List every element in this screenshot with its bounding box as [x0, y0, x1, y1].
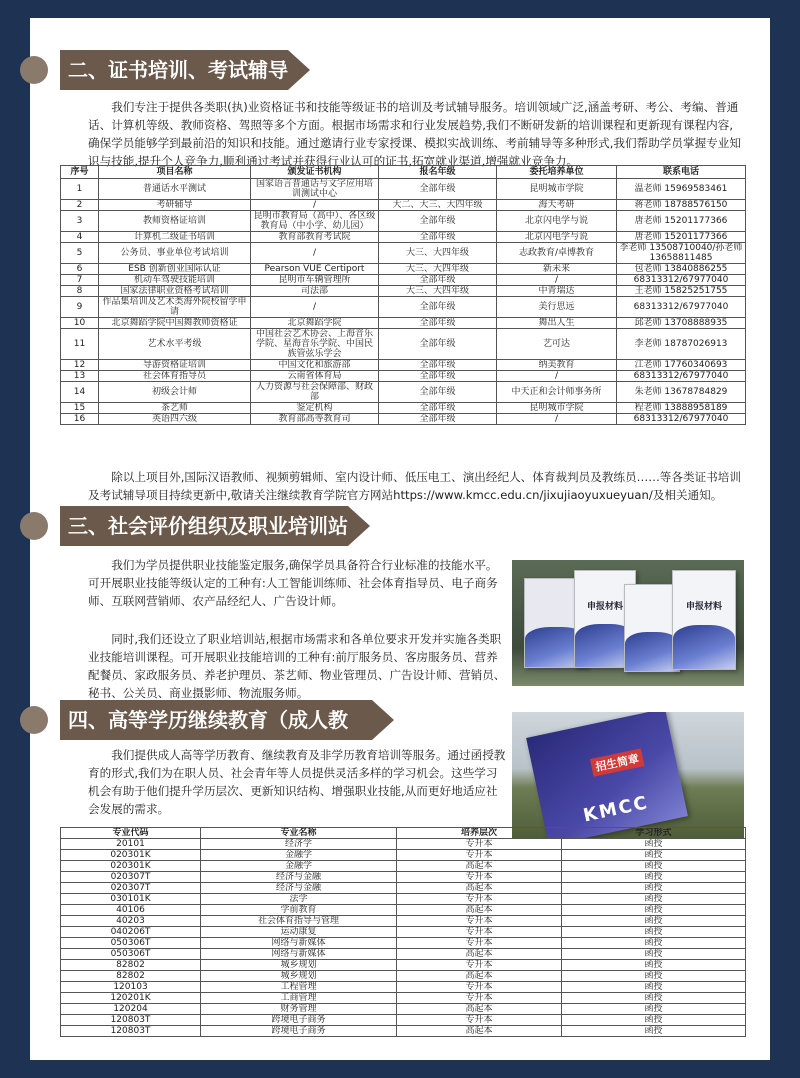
cell-major-code: 120103 — [61, 982, 201, 993]
cell-grade: 全部年级 — [379, 329, 497, 360]
cell-major-name: 城乡规划 — [201, 960, 397, 971]
table-row — [61, 179, 746, 200]
cell-grade: 全部年级 — [379, 211, 497, 232]
section-bullet-icon — [30, 50, 60, 90]
column-header-major-code: 专业代码 — [61, 828, 201, 839]
cell-major-code: 82802 — [61, 971, 201, 982]
cell-major-code: 40106 — [61, 905, 201, 916]
column-header-issuer: 颁发证书机构 — [251, 166, 379, 179]
cell-level: 专升本 — [397, 872, 562, 883]
section-2-intro: 我们专注于提供各类职(执)业资格证书和技能等级证书的培训及考试辅导服务。培训领域广泛,涵盖考研、考公、考编、普通话、计算机等级、教师资格、驾照等多个方面。根据市场需求和行业发展趋势,我们不断研发新的培训课程和更新现有课程内容,确保学员能够学到最前沿的知识和技能。通过邀请行业专家授课、模拟实战训练、考前辅导等多种形式,我们帮助学员掌握专业知识与技能,提升个人竞争力,顺利通过考试并获得行业认可的证书,拓宽就业渠道,增强就业竞争力。 — [88, 100, 741, 168]
table-row — [61, 839, 746, 850]
column-header-project: 项目名称 — [99, 166, 251, 179]
section-4-intro: 我们提供成人高等学历教育、继续教育及非学历教育培训等服务。通过函授教育的形式,我们为在职人员、社会青年等人员提供灵活多样的学习机会。这些学习机会有助于他们提升学历层次、更新知识结构、增强职业技能,从而更好地适应社会发展的需求。 — [88, 748, 506, 816]
table-row — [61, 960, 746, 971]
column-header-major-name: 专业名称 — [201, 828, 397, 839]
cell-partner: 美行思远 — [497, 297, 617, 318]
cell-index: 6 — [61, 264, 99, 275]
cell-phone: 朱老师 13678784829 — [617, 382, 746, 403]
cell-major-code: 120201K — [61, 993, 201, 1004]
cell-major-code: 020307T — [61, 883, 201, 894]
brochure-page — [30, 18, 770, 1060]
cell-index: 9 — [61, 297, 99, 318]
cell-partner: 中青瑞达 — [497, 286, 617, 297]
cell-major-code: 030101K — [61, 894, 201, 905]
cell-project: 社会体育指导员 — [99, 371, 251, 382]
cell-grade: 大三、大四年级 — [379, 243, 497, 264]
section-bullet-icon — [30, 506, 60, 546]
cell-study-mode: 函授 — [562, 872, 746, 883]
cell-project: 初级会计师 — [99, 382, 251, 403]
cell-study-mode: 函授 — [562, 883, 746, 894]
certificate-table — [60, 165, 746, 425]
cell-project: 作品集培训及艺术类海外院校留学申请 — [99, 297, 251, 318]
cell-study-mode: 函授 — [562, 850, 746, 861]
cell-grade: 全部年级 — [379, 179, 497, 200]
table-row — [61, 371, 746, 382]
cell-level: 高起本 — [397, 905, 562, 916]
table-row — [61, 916, 746, 927]
cell-index: 12 — [61, 360, 99, 371]
cell-partner: 北京闪电学与说 — [497, 211, 617, 232]
cell-major-name: 社会体育指导与管理 — [201, 916, 397, 927]
cell-level: 高起本 — [397, 1026, 562, 1037]
cell-study-mode: 函授 — [562, 916, 746, 927]
cell-project: 公务员、事业单位考试培训 — [99, 243, 251, 264]
cell-level: 专升本 — [397, 894, 562, 905]
cell-project: 普通话水平测试 — [99, 179, 251, 200]
cell-grade: 全部年级 — [379, 360, 497, 371]
cell-partner: 新未来 — [497, 264, 617, 275]
cell-study-mode: 函授 — [562, 839, 746, 850]
cell-partner: 海天考研 — [497, 200, 617, 211]
cell-study-mode: 函授 — [562, 905, 746, 916]
cell-issuer: 国家语言普通话与文字应用培训测试中心 — [251, 179, 379, 200]
cell-issuer: 云南省体育局 — [251, 371, 379, 382]
cell-partner: 舞出人生 — [497, 318, 617, 329]
cell-phone: 唐老师 15201177366 — [617, 232, 746, 243]
cell-major-code: 40203 — [61, 916, 201, 927]
cell-grade: 全部年级 — [379, 414, 497, 425]
table-row — [61, 414, 746, 425]
cell-level: 专升本 — [397, 960, 562, 971]
cell-project: 导游资格证培训 — [99, 360, 251, 371]
column-header-grade: 报名年级 — [379, 166, 497, 179]
cell-grade: 大三、大四年级 — [379, 264, 497, 275]
cell-index: 1 — [61, 179, 99, 200]
cell-major-code: 120803T — [61, 1026, 201, 1037]
table-row — [61, 200, 746, 211]
cell-index: 2 — [61, 200, 99, 211]
cell-partner: 中天正和会计师事务所 — [497, 382, 617, 403]
cell-grade: 全部年级 — [379, 382, 497, 403]
cell-project: 教师资格证培训 — [99, 211, 251, 232]
cell-level: 高起本 — [397, 883, 562, 894]
cell-major-name: 金融学 — [201, 850, 397, 861]
cell-major-code: 120204 — [61, 1004, 201, 1015]
cell-phone: 包老师 13840886255 — [617, 264, 746, 275]
brochure-title: 招生简章 — [590, 748, 645, 776]
cell-project: 茶艺师 — [99, 403, 251, 414]
table-row — [61, 275, 746, 286]
cell-study-mode: 函授 — [562, 894, 746, 905]
cell-study-mode: 函授 — [562, 861, 746, 872]
cell-phone: 王老师 15825251755 — [617, 286, 746, 297]
cell-index: 5 — [61, 243, 99, 264]
table-row — [61, 1004, 746, 1015]
cell-grade: 全部年级 — [379, 371, 497, 382]
cell-study-mode: 函授 — [562, 971, 746, 982]
booklet-title: 申报材料 — [586, 602, 623, 612]
cell-grade: 全部年级 — [379, 403, 497, 414]
cell-level: 专升本 — [397, 1015, 562, 1026]
cell-index: 3 — [61, 211, 99, 232]
cell-major-code: 82802 — [61, 960, 201, 971]
cell-issuer: 教育部教育考试院 — [251, 232, 379, 243]
cell-issuer: 中国社会艺术协会、上海音乐学院、星海音乐学院、中国民族管弦乐学会 — [251, 329, 379, 360]
cell-project: 机动车驾驶技能培训 — [99, 275, 251, 286]
column-header-level: 培养层次 — [397, 828, 562, 839]
cell-major-code: 020301K — [61, 850, 201, 861]
cell-grade: 全部年级 — [379, 318, 497, 329]
table-row — [61, 905, 746, 916]
table-row — [61, 382, 746, 403]
cell-index: 4 — [61, 232, 99, 243]
cell-index: 15 — [61, 403, 99, 414]
cell-major-name: 经济学 — [201, 839, 397, 850]
cell-phone: 68313312/67977040 — [617, 414, 746, 425]
cell-major-name: 跨境电子商务 — [201, 1026, 397, 1037]
cell-phone: 68313312/67977040 — [617, 275, 746, 286]
cell-phone: 邱老师 13708888935 — [617, 318, 746, 329]
table-row — [61, 894, 746, 905]
cell-major-name: 经济与金融 — [201, 883, 397, 894]
cell-major-name: 网络与新媒体 — [201, 938, 397, 949]
cell-major-name: 财务管理 — [201, 1004, 397, 1015]
brochure — [526, 712, 688, 838]
cell-issuer: 北京舞蹈学院 — [251, 318, 379, 329]
booklet-4 — [672, 570, 736, 670]
table-row — [61, 264, 746, 275]
cell-issuer: 昆明市车辆管理所 — [251, 275, 379, 286]
table-row — [61, 243, 746, 264]
table-row — [61, 883, 746, 894]
cell-grade: 全部年级 — [379, 297, 497, 318]
table-row — [61, 211, 746, 232]
table-row — [61, 286, 746, 297]
cell-major-code: 050306T — [61, 938, 201, 949]
cell-major-name: 工商管理 — [201, 993, 397, 1004]
table-row — [61, 993, 746, 1004]
degree-program-table — [60, 827, 746, 1037]
cell-index: 14 — [61, 382, 99, 403]
cell-level: 高起本 — [397, 949, 562, 960]
cell-index: 7 — [61, 275, 99, 286]
cell-project: 艺术水平考级 — [99, 329, 251, 360]
table-row — [61, 403, 746, 414]
cell-major-name: 跨境电子商务 — [201, 1015, 397, 1026]
cell-issuer: / — [251, 297, 379, 318]
cell-grade: 全部年级 — [379, 275, 497, 286]
cell-grade: 全部年级 — [379, 232, 497, 243]
cell-partner: 北京闪电学与说 — [497, 232, 617, 243]
table-row — [61, 360, 746, 371]
booklet-title: 申报材料 — [685, 602, 722, 612]
section-2-footnote: 除以上项目外,国际汉语教师、视频剪辑师、室内设计师、低压电工、演出经纪人、体育裁判员及教练员……等各类证书培训及考试辅导项目持续更新中,敬请关注继续教育学院官方网站https://www.kmcc.edu.cn/jixujiaoyuxueyuan/及相关通知。 — [88, 470, 741, 502]
cell-project: 英语四六级 — [99, 414, 251, 425]
cell-partner: 昆明城市学院 — [497, 403, 617, 414]
cell-study-mode: 函授 — [562, 1015, 746, 1026]
cell-level: 专升本 — [397, 839, 562, 850]
cell-level: 专升本 — [397, 850, 562, 861]
cell-index: 13 — [61, 371, 99, 382]
cell-issuer: 中国文化和旅游部 — [251, 360, 379, 371]
section-bullet-icon — [30, 700, 60, 740]
cell-level: 高起本 — [397, 861, 562, 872]
table-row — [61, 1015, 746, 1026]
cell-study-mode: 函授 — [562, 960, 746, 971]
table-row — [61, 850, 746, 861]
cell-partner: 昆明城市学院 — [497, 179, 617, 200]
application-materials-photo — [512, 560, 744, 686]
cell-study-mode: 函授 — [562, 1026, 746, 1037]
cell-phone: 程老师 13888958189 — [617, 403, 746, 414]
cell-major-code: 20101 — [61, 839, 201, 850]
cell-phone: 唐老师 15201177366 — [617, 211, 746, 232]
cell-project: 国家法律职业资格考试培训 — [99, 286, 251, 297]
cell-major-code: 020301K — [61, 861, 201, 872]
table-row — [61, 232, 746, 243]
cell-issuer: Pearson VUE Certiport — [251, 264, 379, 275]
cell-phone: 68313312/67977040 — [617, 371, 746, 382]
cell-major-name: 法学 — [201, 894, 397, 905]
cell-major-code: 020307T — [61, 872, 201, 883]
cell-index: 16 — [61, 414, 99, 425]
cell-major-name: 学前教育 — [201, 905, 397, 916]
column-header-partner: 委托培养单位 — [497, 166, 617, 179]
cell-study-mode: 函授 — [562, 938, 746, 949]
cell-major-code: 040206T — [61, 927, 201, 938]
table-row — [61, 949, 746, 960]
cell-study-mode: 函授 — [562, 982, 746, 993]
cell-grade: 大三、大四年级 — [379, 286, 497, 297]
table-row — [61, 318, 746, 329]
admissions-brochure-photo — [512, 712, 744, 838]
cell-partner: 志政教育/卓博教育 — [497, 243, 617, 264]
table-row — [61, 329, 746, 360]
cell-major-name: 经济与金融 — [201, 872, 397, 883]
cell-grade: 大二、大三、大四年级 — [379, 200, 497, 211]
cell-level: 高起本 — [397, 1004, 562, 1015]
cell-study-mode: 函授 — [562, 949, 746, 960]
table-row — [61, 1026, 746, 1037]
cell-major-code: 050306T — [61, 949, 201, 960]
cell-level: 专升本 — [397, 993, 562, 1004]
cell-phone: 68313312/67977040 — [617, 297, 746, 318]
cell-index: 8 — [61, 286, 99, 297]
cell-level: 专升本 — [397, 927, 562, 938]
cell-study-mode: 函授 — [562, 927, 746, 938]
cell-phone: 江老师 17760340693 — [617, 360, 746, 371]
cell-phone: 蒋老师 18788576150 — [617, 200, 746, 211]
cell-partner: / — [497, 275, 617, 286]
section-3-para-1: 我们为学员提供职业技能鉴定服务,确保学员具备符合行业标准的技能水平。可开展职业技能等级认定的工种有:人工智能训练师、社会体育指导员、电子商务师、互联网营销师、农产品经纪人、广告设计师。 — [88, 558, 498, 608]
cell-partner: 艺可达 — [497, 329, 617, 360]
table-row — [61, 982, 746, 993]
table-row — [61, 927, 746, 938]
cell-project: ESB 创新创业国际认证 — [99, 264, 251, 275]
cell-partner: 纳美教育 — [497, 360, 617, 371]
cell-major-code: 120803T — [61, 1015, 201, 1026]
cell-major-name: 工程管理 — [201, 982, 397, 993]
cell-issuer: 人力资源与社会保障部、财政部 — [251, 382, 379, 403]
column-header-study-mode: 学习形式 — [562, 828, 746, 839]
cell-project: 计算机二级证书培训 — [99, 232, 251, 243]
cell-major-name: 金融学 — [201, 861, 397, 872]
cell-major-name: 城乡规划 — [201, 971, 397, 982]
cell-partner: / — [497, 414, 617, 425]
table-row — [61, 297, 746, 318]
cell-major-name: 网络与新媒体 — [201, 949, 397, 960]
cell-partner: / — [497, 371, 617, 382]
section-3-title: 三、社会评价组织及职业培训站 — [30, 506, 348, 546]
column-header-phone: 联系电话 — [617, 166, 746, 179]
cell-project: 考研辅导 — [99, 200, 251, 211]
cell-issuer: 司法部 — [251, 286, 379, 297]
cell-project: 北京舞蹈学院中国舞教师资格证 — [99, 318, 251, 329]
cell-level: 专升本 — [397, 982, 562, 993]
cell-level: 高起本 — [397, 971, 562, 982]
table-row — [61, 971, 746, 982]
brochure-brand: KMCC — [581, 792, 651, 827]
cell-phone: 李老师 13508710040/孙老师 13658811485 — [617, 243, 746, 264]
cell-issuer: / — [251, 243, 379, 264]
cell-phone: 温老师 15969583461 — [617, 179, 746, 200]
cell-phone: 李老师 18787026913 — [617, 329, 746, 360]
cell-issuer: 教育部高等教育司 — [251, 414, 379, 425]
cell-issuer: 鉴定机构 — [251, 403, 379, 414]
table-row — [61, 938, 746, 949]
cell-major-name: 运动康复 — [201, 927, 397, 938]
cell-study-mode: 函授 — [562, 993, 746, 1004]
cell-index: 10 — [61, 318, 99, 329]
cell-level: 专升本 — [397, 938, 562, 949]
section-2-title: 二、证书培训、考试辅导 — [30, 50, 288, 90]
section-3-para-2: 同时,我们还设立了职业培训站,根据市场需求和各单位要求开发并实施各类职业技能培训课程。可开展职业技能培训的工种有:前厅服务员、客房服务员、营养配餐员、家政服务员、养老护理员、茶艺师、物业管理员、广告设计师、营销员、秘书、公关员、商业摄影师、物流服务师。 — [88, 632, 506, 700]
cell-level: 专升本 — [397, 916, 562, 927]
section-4-title: 四、高等学历继续教育（成人教育） — [30, 700, 372, 740]
cell-index: 11 — [61, 329, 99, 360]
table-row — [61, 872, 746, 883]
cell-issuer: 昆明市教育局（高中）、各区级教育局（中小学、幼儿园） — [251, 211, 379, 232]
table-row — [61, 861, 746, 872]
column-header-index: 序号 — [61, 166, 99, 179]
cell-study-mode: 函授 — [562, 1004, 746, 1015]
cell-issuer: / — [251, 200, 379, 211]
